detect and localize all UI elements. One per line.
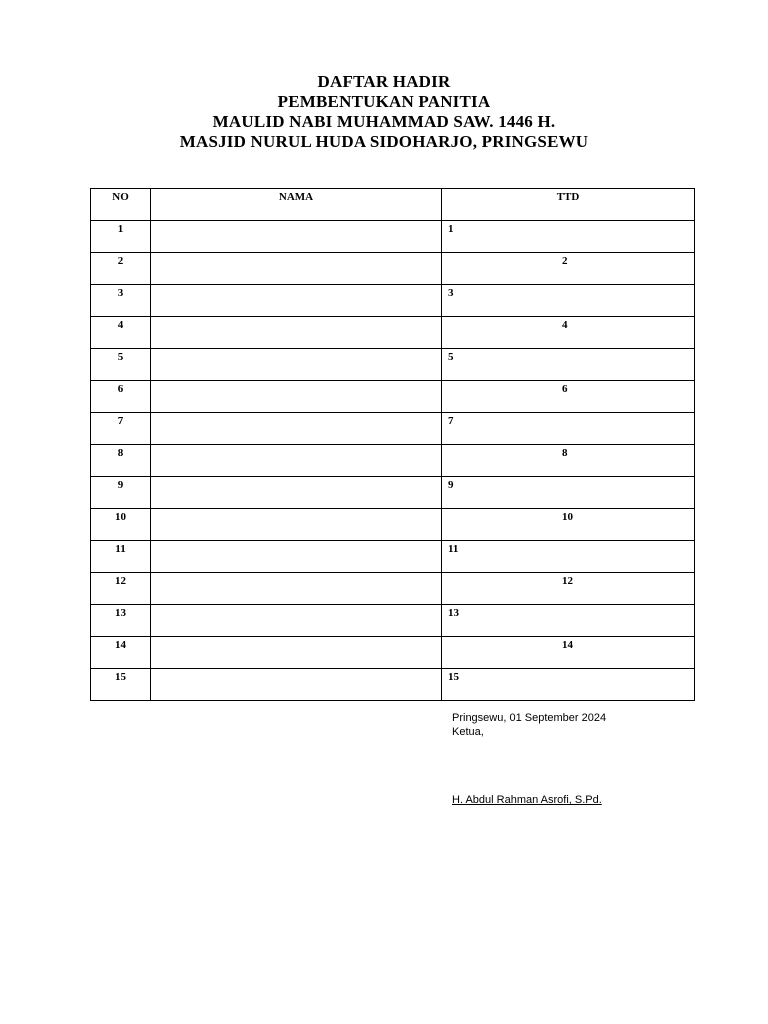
- signature-number: 10: [562, 511, 573, 523]
- column-header-nama: NAMA: [151, 189, 442, 221]
- signature-number: 14: [562, 639, 573, 651]
- name-cell[interactable]: [151, 445, 442, 477]
- row-number-cell: 1: [91, 221, 151, 253]
- place-date: Pringsewu, 01 September 2024: [452, 712, 607, 724]
- signature-number: 5: [448, 351, 454, 363]
- table-header-row: [91, 189, 695, 221]
- row-number-cell: 7: [91, 413, 151, 445]
- table-row: [91, 509, 695, 541]
- row-number-cell: 3: [91, 285, 151, 317]
- row-number-cell: 9: [91, 477, 151, 509]
- signature-cell[interactable]: [442, 605, 695, 637]
- name-cell[interactable]: [151, 285, 442, 317]
- signature-cell[interactable]: [442, 573, 695, 605]
- name-cell[interactable]: [151, 317, 442, 349]
- name-cell[interactable]: [151, 669, 442, 701]
- name-cell[interactable]: [151, 573, 442, 605]
- name-cell[interactable]: [151, 253, 442, 285]
- signature-number: 11: [448, 543, 459, 555]
- table-row: [91, 253, 695, 285]
- name-cell[interactable]: [151, 349, 442, 381]
- title-line-4: MASJID NURUL HUDA SIDOHARJO, PRINGSEWU: [179, 132, 589, 151]
- name-cell[interactable]: [151, 381, 442, 413]
- signature-cell[interactable]: [442, 445, 695, 477]
- signature-number: 1: [448, 223, 454, 235]
- signature-cell[interactable]: [442, 317, 695, 349]
- row-number-cell: 13: [91, 605, 151, 637]
- signature-cell[interactable]: [442, 509, 695, 541]
- row-number-cell: 4: [91, 317, 151, 349]
- signature-cell[interactable]: [442, 637, 695, 669]
- table-row: [91, 221, 695, 253]
- signature-number: 13: [448, 607, 459, 619]
- row-number-cell: 5: [91, 349, 151, 381]
- signer-role: Ketua,: [452, 726, 484, 738]
- signature-number: 9: [448, 479, 454, 491]
- signer-name: H. Abdul Rahman Asrofi, S.Pd.: [452, 794, 602, 806]
- document-title: [0, 72, 768, 152]
- signature-number: 2: [562, 255, 568, 267]
- title-line-3: MAULID NABI MUHAMMAD SAW. 1446 H.: [212, 112, 556, 131]
- signature-cell[interactable]: [442, 413, 695, 445]
- signature-number: 12: [562, 575, 573, 587]
- signature-block: [452, 711, 606, 739]
- signature-cell[interactable]: [442, 541, 695, 573]
- table-row: [91, 605, 695, 637]
- row-number-cell: 14: [91, 637, 151, 669]
- name-cell[interactable]: [151, 477, 442, 509]
- table-row: [91, 317, 695, 349]
- table-row: [91, 381, 695, 413]
- signature-number: 7: [448, 415, 454, 427]
- signature-cell[interactable]: [442, 669, 695, 701]
- signature-number: 3: [448, 287, 454, 299]
- table-row: [91, 445, 695, 477]
- row-number-cell: 15: [91, 669, 151, 701]
- signature-number: 8: [562, 447, 568, 459]
- column-header-ttd: TTD: [442, 189, 695, 221]
- name-cell[interactable]: [151, 541, 442, 573]
- table-row: [91, 477, 695, 509]
- signature-cell[interactable]: [442, 349, 695, 381]
- row-number-cell: 10: [91, 509, 151, 541]
- name-cell[interactable]: [151, 605, 442, 637]
- signature-cell[interactable]: [442, 253, 695, 285]
- row-number-cell: 8: [91, 445, 151, 477]
- signature-cell[interactable]: [442, 221, 695, 253]
- table-row: [91, 349, 695, 381]
- attendance-table: [90, 188, 695, 701]
- signature-number: 15: [448, 671, 459, 683]
- signature-number: 4: [562, 319, 568, 331]
- signature-number: 6: [562, 383, 568, 395]
- row-number-cell: 12: [91, 573, 151, 605]
- name-cell[interactable]: [151, 509, 442, 541]
- row-number-cell: 2: [91, 253, 151, 285]
- signature-cell[interactable]: [442, 381, 695, 413]
- table-row: [91, 541, 695, 573]
- title-line-2: PEMBENTUKAN PANITIA: [277, 92, 491, 111]
- table-row: [91, 285, 695, 317]
- table-row: [91, 669, 695, 701]
- row-number-cell: 6: [91, 381, 151, 413]
- table-row: [91, 413, 695, 445]
- column-header-no: NO: [91, 189, 151, 221]
- row-number-cell: 11: [91, 541, 151, 573]
- name-cell[interactable]: [151, 637, 442, 669]
- name-cell[interactable]: [151, 413, 442, 445]
- signature-cell[interactable]: [442, 285, 695, 317]
- title-line-1: DAFTAR HADIR: [317, 72, 451, 91]
- signature-cell[interactable]: [442, 477, 695, 509]
- table-row: [91, 637, 695, 669]
- table-body: [91, 221, 695, 701]
- name-cell[interactable]: [151, 221, 442, 253]
- table-row: [91, 573, 695, 605]
